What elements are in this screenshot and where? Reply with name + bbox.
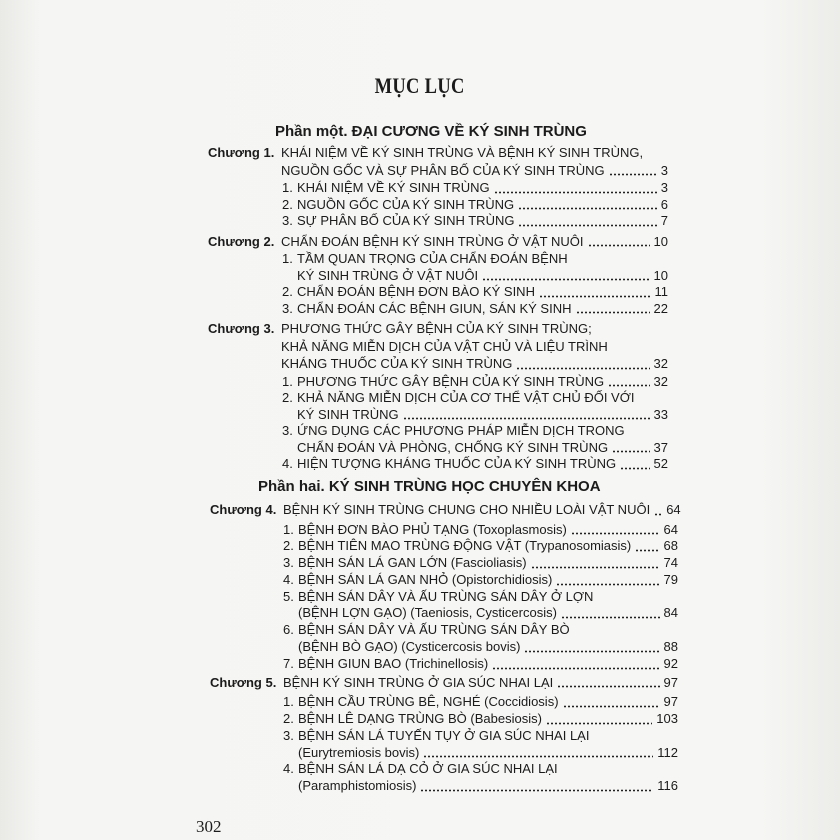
- section-page-ref: 103: [656, 710, 678, 726]
- chapter-entry: [208, 233, 668, 318]
- section-line: [208, 251, 668, 268]
- chapter-page-ref: 32: [653, 356, 668, 371]
- chapter-title-text: NGUỒN GỐC VÀ SỰ PHÂN BỐ CỦA KÝ SINH TRÙNG: [281, 162, 605, 178]
- section-number: 5.: [283, 588, 294, 604]
- section-number: 1.: [282, 373, 293, 389]
- section-page-ref: 32: [653, 373, 668, 389]
- section-page-ref: 52: [653, 456, 668, 471]
- section-number: 1.: [283, 694, 294, 710]
- dot-leader: [524, 639, 659, 656]
- section-title-text: KÝ SINH TRÙNG Ở VẬT NUÔI: [297, 267, 479, 283]
- section-title-text: BỆNH GIUN BAO (Trichinellosis): [298, 655, 489, 671]
- section-title-text: (Eurytremiosis bovis): [298, 744, 420, 760]
- section-page-ref: 7: [660, 213, 668, 228]
- section-line: [210, 728, 678, 745]
- section-list: [208, 180, 668, 230]
- toc-title-block: [0, 72, 840, 100]
- toc-title: MỤC LỤC: [374, 73, 466, 98]
- section-title-text: BỆNH SÁN DÂY VÀ ẤU TRÙNG SÁN DÂY BÒ: [298, 622, 570, 638]
- section-number-spacer: [283, 639, 298, 656]
- chapter-label: Chương 4.: [210, 502, 277, 517]
- section-title-text: BỆNH CẦU TRÙNG BÊ, NGHÉ (Coccidiosis): [298, 694, 559, 710]
- section-number: 2.: [282, 390, 293, 405]
- section-title-text: BỆNH SÁN LÁ GAN LỚN (Fascioliasis): [298, 555, 527, 571]
- section-page-ref: 3: [660, 180, 668, 195]
- section-title-text: CHẨN ĐOÁN BỆNH ĐƠN BÀO KÝ SINH: [297, 284, 535, 299]
- section-number-spacer: [283, 605, 298, 622]
- dot-leader: [516, 355, 649, 373]
- section-number-spacer: [282, 268, 297, 285]
- chapter-title-text: PHƯƠNG THỨC GÂY BỆNH CỦA KÝ SINH TRÙNG;: [281, 321, 592, 336]
- chapter-title-text: KHÁNG THUỐC CỦA KÝ SINH TRÙNG: [281, 356, 513, 371]
- section-line: [208, 213, 668, 230]
- dot-leader: [563, 694, 660, 711]
- section-number: 2.: [282, 284, 293, 299]
- section-line: [208, 268, 668, 285]
- section-line: [208, 456, 668, 473]
- toc-part: [210, 477, 681, 795]
- part-heading: Phần một. ĐẠI CƯƠNG VỀ KÝ SINH TRÙNG: [275, 123, 587, 140]
- dot-leader: [571, 522, 660, 539]
- section-title-text: NGUỒN GỐC CỦA KÝ SINH TRÙNG: [297, 196, 515, 212]
- section-line: [210, 572, 678, 589]
- section-title-text: BỆNH SÁN DÂY VÀ ẤU TRÙNG SÁN DÂY Ở LỢN: [298, 588, 594, 604]
- section-page-ref: 6: [660, 196, 668, 212]
- chapter-entry: [210, 674, 678, 795]
- section-number: 3.: [283, 555, 294, 571]
- dot-leader: [608, 374, 649, 391]
- section-number: 1.: [282, 180, 293, 195]
- chapter-page-ref: 97: [663, 674, 678, 690]
- chapter-title-text: KHẢ NĂNG MIỄN DỊCH CỦA VẬT CHỦ VÀ LIỆU TRÌNH: [281, 338, 608, 354]
- chapter-page-ref: 3: [660, 162, 668, 178]
- section-line: [210, 589, 678, 606]
- section-list: [210, 694, 678, 795]
- dot-leader: [635, 538, 659, 555]
- chapter-label: Chương 1.: [208, 145, 275, 160]
- section-line: [210, 761, 678, 778]
- section-page-ref: 88: [663, 639, 678, 655]
- section-list: [208, 374, 668, 473]
- dot-leader: [539, 284, 651, 301]
- chapter-title-line: [210, 674, 678, 692]
- section-page-ref: 33: [653, 406, 668, 422]
- chapter-title-text: BỆNH KÝ SINH TRÙNG CHUNG CHO NHIỀU LOÀI VẬT NUÔI: [283, 502, 651, 517]
- dot-leader: [518, 213, 656, 230]
- section-line: [210, 538, 678, 555]
- dot-leader: [518, 197, 657, 214]
- section-line: [210, 555, 678, 572]
- section-title-text: (BỆNH LỢN GẠO) (Taeniosis, Cysticercosis): [298, 605, 557, 621]
- section-page-ref: 92: [663, 655, 678, 671]
- dot-leader: [576, 301, 650, 318]
- section-page-ref: 112: [657, 744, 678, 760]
- dot-leader: [620, 456, 649, 473]
- section-title-text: ỨNG DỤNG CÁC PHƯƠNG PHÁP MIỄN DỊCH TRONG: [297, 423, 625, 438]
- chapter-title-text: KHÁI NIỆM VỀ KÝ SINH TRÙNG VÀ BỆNH KÝ SINH TRÙNG,: [281, 145, 644, 160]
- dot-leader: [482, 268, 649, 285]
- section-page-ref: 64: [663, 521, 678, 537]
- section-page-ref: 116: [657, 778, 678, 794]
- section-line: [208, 407, 668, 424]
- chapter-label-spacer: [208, 355, 281, 373]
- section-line: [208, 180, 668, 197]
- section-page-ref: 84: [663, 605, 678, 621]
- section-page-ref: 68: [663, 538, 678, 554]
- section-number-spacer: [283, 778, 298, 795]
- section-line: [210, 522, 678, 539]
- dot-leader: [492, 656, 659, 673]
- toc-part: [208, 122, 668, 473]
- section-line: [210, 745, 678, 762]
- chapter-title-line: [208, 355, 668, 373]
- section-number: 3.: [282, 423, 293, 438]
- chapter-label-spacer: [208, 162, 281, 180]
- chapter-label: Chương 5.: [210, 674, 277, 690]
- section-number: 2.: [283, 710, 294, 726]
- section-line: [208, 423, 668, 440]
- section-line: [208, 301, 668, 318]
- chapter-label: Chương 3.: [208, 321, 275, 336]
- dot-leader: [556, 572, 659, 589]
- section-page-ref: 10: [653, 267, 668, 283]
- section-list: [210, 522, 678, 673]
- section-title-text: (BỆNH BÒ GẠO) (Cysticercosis bovis): [298, 639, 521, 655]
- section-title-text: KÝ SINH TRÙNG: [297, 406, 399, 422]
- section-title-text: BỆNH ĐƠN BÀO PHỦ TẠNG (Toxoplasmosis): [298, 521, 567, 537]
- section-number: 4.: [283, 571, 294, 587]
- section-title-text: BỆNH SÁN LÁ DẠ CỎ Ở GIA SÚC NHAI LẠI: [298, 761, 558, 777]
- section-line: [210, 694, 678, 711]
- dot-leader: [557, 674, 659, 692]
- section-title-text: (Paramphistomiosis): [298, 778, 417, 794]
- section-title-text: KHẢ NĂNG MIỄN DỊCH CỦA CƠ THỂ VẬT CHỦ ĐỐI VỚI: [297, 390, 635, 405]
- section-title-text: KHÁI NIỆM VỀ KÝ SINH TRÙNG: [297, 180, 490, 195]
- section-line: [210, 711, 678, 728]
- section-line: [210, 656, 678, 673]
- section-title-text: BỆNH SÁN LÁ TUYẾN TỤY Ở GIA SÚC NHAI LẠI: [298, 727, 590, 743]
- section-number: 3.: [283, 727, 294, 743]
- dot-leader: [612, 440, 649, 457]
- section-number: 2.: [282, 196, 293, 212]
- section-line: [210, 622, 678, 639]
- chapter-title-line: [208, 320, 668, 338]
- section-number: 2.: [283, 538, 294, 554]
- chapter-page-ref: 10: [653, 233, 668, 249]
- section-number-spacer: [282, 440, 297, 457]
- chapter-title-line: [208, 162, 668, 180]
- section-title-text: BỆNH TIÊN MAO TRÙNG ĐỘNG VẬT (Trypanosomiasis): [298, 538, 632, 554]
- dot-leader: [531, 555, 660, 572]
- chapter-title-text: CHẨN ĐOÁN BỆNH KÝ SINH TRÙNG Ở VẬT NUÔI: [281, 233, 584, 249]
- section-number-spacer: [283, 745, 298, 762]
- section-number: 3.: [282, 300, 293, 316]
- section-number: 1.: [282, 251, 293, 266]
- dot-leader: [403, 407, 650, 424]
- dot-leader: [588, 233, 650, 251]
- dot-leader: [423, 745, 653, 762]
- section-title-text: HIỆN TƯỢNG KHÁNG THUỐC CỦA KÝ SINH TRÙNG: [297, 456, 617, 471]
- dot-leader: [561, 605, 660, 622]
- chapter-entry: [208, 144, 668, 230]
- section-number: 1.: [283, 521, 294, 537]
- chapter-title-line: [208, 233, 668, 251]
- section-page-ref: 11: [654, 284, 668, 299]
- section-title-text: TẦM QUAN TRỌNG CỦA CHẨN ĐOÁN BỆNH: [297, 251, 568, 266]
- section-number: 4.: [283, 761, 294, 777]
- chapter-label-spacer: [208, 338, 281, 356]
- section-title-text: PHƯƠNG THỨC GÂY BỆNH CỦA KÝ SINH TRÙNG: [297, 373, 605, 389]
- chapter-entry: [208, 320, 668, 473]
- chapter-title-text: BỆNH KÝ SINH TRÙNG Ở GIA SÚC NHAI LẠI: [283, 674, 554, 690]
- section-number: 4.: [282, 456, 293, 471]
- section-line: [210, 778, 678, 795]
- section-line: [208, 284, 668, 301]
- section-title-text: CHẨN ĐOÁN CÁC BỆNH GIUN, SÁN KÝ SINH: [297, 300, 572, 316]
- section-line: [208, 440, 668, 457]
- chapter-page-ref: 64: [666, 502, 681, 517]
- section-title-text: SỰ PHÂN BỐ CỦA KÝ SINH TRÙNG: [297, 213, 515, 228]
- part-heading: Phần hai. KÝ SINH TRÙNG HỌC CHUYÊN KHOA: [258, 478, 601, 495]
- dot-leader: [420, 778, 653, 795]
- dot-leader: [609, 162, 657, 180]
- section-page-ref: 97: [663, 694, 678, 710]
- chapter-title-line: [208, 144, 668, 162]
- section-line: [208, 390, 668, 407]
- dot-leader: [654, 501, 662, 519]
- page-number: 302: [196, 817, 222, 836]
- chapter-title-line: [208, 338, 668, 356]
- section-number: 3.: [282, 213, 293, 228]
- section-page-ref: 22: [653, 300, 668, 316]
- section-line: [210, 605, 678, 622]
- section-line: [208, 197, 668, 214]
- section-page-ref: 74: [663, 555, 678, 571]
- section-number: 7.: [283, 655, 294, 671]
- section-line: [208, 374, 668, 391]
- section-line: [210, 639, 678, 656]
- section-title-text: CHẨN ĐOÁN VÀ PHÒNG, CHỐNG KÝ SINH TRÙNG: [297, 439, 609, 455]
- chapter-entry: [210, 501, 681, 673]
- section-title-text: BỆNH SÁN LÁ GAN NHỎ (Opistorchidiosis): [298, 571, 553, 587]
- chapter-title-line: [210, 501, 681, 519]
- section-page-ref: 79: [663, 571, 678, 587]
- dot-leader: [546, 711, 652, 728]
- section-page-ref: 37: [653, 439, 668, 455]
- section-number-spacer: [282, 407, 297, 424]
- section-list: [208, 251, 668, 317]
- section-title-text: BỆNH LÊ DẠNG TRÙNG BÒ (Babesiosis): [298, 710, 542, 726]
- chapter-label: Chương 2.: [208, 233, 275, 249]
- section-number: 6.: [283, 622, 294, 638]
- dot-leader: [494, 180, 657, 197]
